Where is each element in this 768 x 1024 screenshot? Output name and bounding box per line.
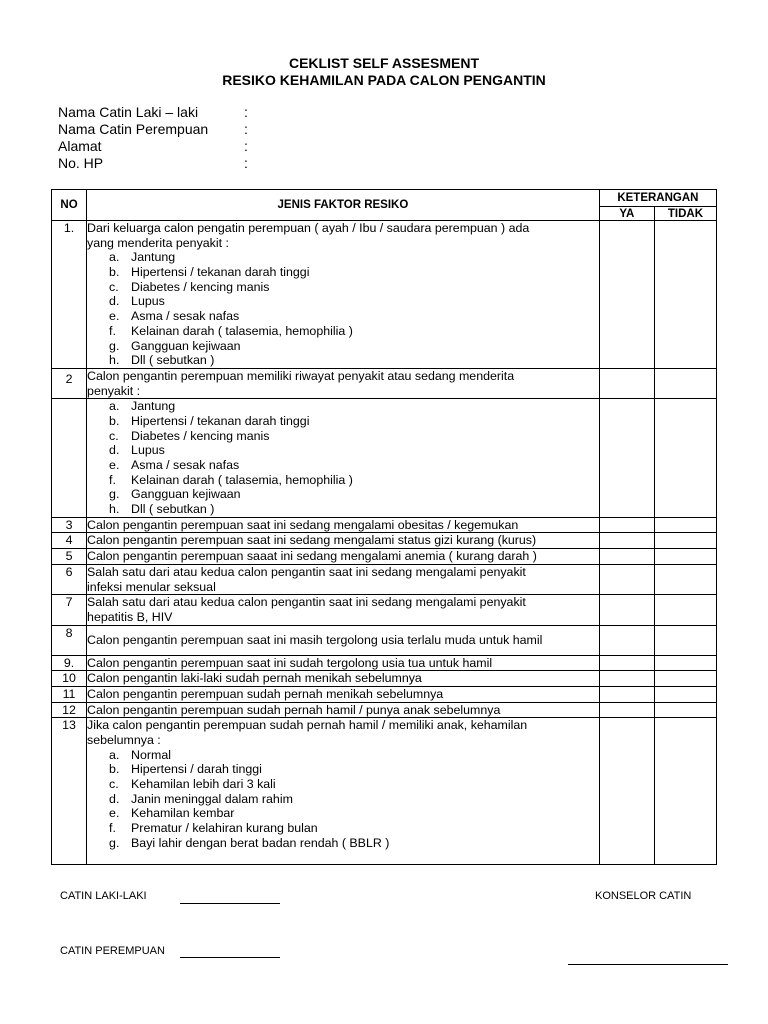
sub-item xyxy=(87,414,599,429)
ya-checkbox-cell[interactable] xyxy=(599,564,654,594)
signature-label-catin-laki: CATIN LAKI-LAKI xyxy=(60,890,147,902)
table-row xyxy=(52,564,717,594)
risk-table-body xyxy=(52,221,717,865)
sub-item-marker: a. xyxy=(109,399,120,414)
ya-checkbox-cell[interactable] xyxy=(599,549,654,565)
sub-item xyxy=(87,265,599,280)
sub-item-text: Dll ( sebutkan ) xyxy=(131,353,215,368)
ya-checkbox-cell[interactable] xyxy=(599,517,654,533)
description-line: penyakit : xyxy=(87,383,141,398)
sub-item xyxy=(87,280,599,295)
ya-checkbox-cell[interactable] xyxy=(599,595,654,625)
sub-item-marker: h. xyxy=(109,502,120,517)
description-line: Calon pengantin laki-laki sudah pernah menikah sebelumnya xyxy=(87,671,422,686)
sub-item xyxy=(87,458,599,473)
risk-description xyxy=(87,368,600,398)
table-row xyxy=(52,399,717,518)
sub-item xyxy=(87,429,599,444)
sub-item-marker: g. xyxy=(109,338,120,353)
row-number: 9. xyxy=(52,655,87,671)
table-row xyxy=(52,671,717,687)
tidak-checkbox-cell[interactable] xyxy=(654,549,716,565)
header-tidak: TIDAK xyxy=(654,207,716,221)
sub-item xyxy=(87,487,599,502)
sub-item-text: Asma / sesak nafas xyxy=(131,458,240,472)
description-line: Calon pengantin perempuan saat ini masih tergolong usia terlalu muda untuk hamil xyxy=(87,632,543,647)
sub-item-marker: a. xyxy=(109,747,120,762)
risk-description xyxy=(87,517,600,533)
signature-line-konselor xyxy=(568,964,728,965)
table-row xyxy=(52,368,717,398)
sub-item-marker: f. xyxy=(109,323,116,338)
description-line: Calon pengantin perempuan saaat ini sedang mengalami anemia ( kurang darah ) xyxy=(87,549,537,564)
description-line: Calon pengantin perempuan sudah pernah menikah sebelumnya xyxy=(87,686,444,701)
header-ya: YA xyxy=(599,207,654,221)
tidak-checkbox-cell[interactable] xyxy=(654,368,716,398)
ya-checkbox-cell[interactable] xyxy=(599,625,654,655)
description-line: infeksi menular seksual xyxy=(87,579,216,594)
description-line: Jika calon pengantin perempuan sudah pernah hamil / memiliki anak, kehamilan xyxy=(87,718,528,733)
sub-item xyxy=(87,821,599,836)
sub-item-text: Kehamilan lebih dari 3 kali xyxy=(131,777,276,792)
sub-item-marker: h. xyxy=(109,353,120,368)
sub-item-marker: b. xyxy=(109,413,120,428)
tidak-checkbox-cell[interactable] xyxy=(654,517,716,533)
field-colon: : xyxy=(244,121,248,137)
sub-item-marker: d. xyxy=(109,791,120,806)
row-number: 13 xyxy=(52,718,87,865)
sub-item-text: Bayi lahir dengan berat badan rendah ( BBLR ) xyxy=(131,835,390,850)
risk-description xyxy=(87,221,600,369)
sub-item-marker: b. xyxy=(109,265,120,280)
sub-item-marker: b. xyxy=(109,762,120,777)
ya-checkbox-cell[interactable] xyxy=(599,533,654,549)
sub-item xyxy=(87,806,599,821)
row-number: 12 xyxy=(52,702,87,718)
risk-description xyxy=(87,655,600,671)
sub-item xyxy=(87,399,599,414)
description-line: sebelumnya : xyxy=(87,733,161,747)
risk-description xyxy=(87,564,600,594)
sub-item xyxy=(87,502,599,517)
field-nama-catin-perempuan xyxy=(58,121,358,138)
risk-factor-table xyxy=(51,189,717,865)
header-no: NO xyxy=(52,190,87,221)
sub-item-text: Hipertensi / tekanan darah tinggi xyxy=(131,413,310,428)
description-line: Calon pengantin perempuan memiliki riwayat penyakit atau sedang menderita xyxy=(87,368,515,383)
field-label: No. HP xyxy=(58,155,104,171)
row-number: 4 xyxy=(52,533,87,549)
tidak-checkbox-cell[interactable] xyxy=(654,564,716,594)
field-colon: : xyxy=(244,155,248,171)
sub-item-marker: e. xyxy=(109,458,120,472)
sub-item-text: Asma / sesak nafas xyxy=(131,309,240,324)
sub-item xyxy=(87,294,599,309)
sub-item-marker: g. xyxy=(109,487,120,502)
ya-checkbox-cell[interactable] xyxy=(599,399,654,518)
risk-description xyxy=(87,718,600,865)
field-label: Nama Catin Perempuan xyxy=(58,121,209,137)
tidak-checkbox-cell[interactable] xyxy=(654,595,716,625)
sub-item-text: Diabetes / kencing manis xyxy=(131,428,270,443)
sub-item xyxy=(87,473,599,488)
tidak-checkbox-cell[interactable] xyxy=(654,655,716,671)
sub-item xyxy=(87,443,599,458)
tidak-checkbox-cell[interactable] xyxy=(654,686,716,702)
signature-label-catin-perempuan: CATIN PEREMPUAN xyxy=(60,945,165,957)
sub-item xyxy=(87,339,599,354)
header-jenis-faktor-resiko: JENIS FAKTOR RESIKO xyxy=(87,190,600,221)
row-number: 2 xyxy=(52,368,87,398)
row-number: 3 xyxy=(52,517,87,533)
risk-description xyxy=(87,533,600,549)
description-line: Salah satu dari atau kedua calon pengantin saat ini sedang mengalami penyakit xyxy=(87,564,526,579)
ya-checkbox-cell[interactable] xyxy=(599,221,654,369)
signature-line-catin-laki xyxy=(180,903,280,904)
field-nama-catin-laki xyxy=(58,104,358,121)
tidak-checkbox-cell[interactable] xyxy=(654,533,716,549)
sub-item xyxy=(87,762,599,777)
sub-item-text: Jantung xyxy=(131,399,176,414)
sub-item xyxy=(87,250,599,265)
table-row xyxy=(52,221,717,369)
sub-item xyxy=(87,748,599,763)
sub-item xyxy=(87,353,599,368)
tidak-checkbox-cell[interactable] xyxy=(654,671,716,687)
table-row xyxy=(52,655,717,671)
sub-item-marker: d. xyxy=(109,443,120,458)
table-row xyxy=(52,718,717,865)
sub-item-marker: f. xyxy=(109,821,116,836)
sub-item-text: Normal xyxy=(131,747,171,762)
tidak-checkbox-cell[interactable] xyxy=(654,221,716,369)
tidak-checkbox-cell[interactable] xyxy=(654,399,716,518)
sub-item-marker: c. xyxy=(109,279,119,294)
row-number: 6 xyxy=(52,564,87,594)
risk-description xyxy=(87,671,600,687)
sub-item-marker: c. xyxy=(109,777,119,792)
sub-item-text: Kelainan darah ( talasemia, hemophilia ) xyxy=(131,323,353,338)
row-number: 11 xyxy=(52,686,87,702)
header-keterangan: KETERANGAN xyxy=(599,190,716,207)
document-title: CEKLIST SELF ASSESMENT xyxy=(288,55,480,71)
tidak-checkbox-cell[interactable] xyxy=(654,625,716,655)
sub-item-text: Gangguan kejiwaan xyxy=(131,338,241,353)
signature-label-konselor: KONSELOR CATIN xyxy=(595,890,692,902)
sub-item-text: Dll ( sebutkan ) xyxy=(131,502,215,517)
sub-item-text: Jantung xyxy=(131,250,176,265)
sub-item xyxy=(87,777,599,792)
document-subtitle: RESIKO KEHAMILAN PADA CALON PENGANTIN xyxy=(222,72,546,88)
field-label: Alamat xyxy=(58,138,102,154)
ya-checkbox-cell[interactable] xyxy=(599,686,654,702)
sub-item xyxy=(87,792,599,807)
table-row xyxy=(52,549,717,565)
ya-checkbox-cell[interactable] xyxy=(599,671,654,687)
field-colon: : xyxy=(244,104,248,120)
sub-item xyxy=(87,309,599,324)
sub-item-text: Hipertensi / darah tinggi xyxy=(131,762,262,777)
field-alamat xyxy=(58,138,358,155)
tidak-checkbox-cell[interactable] xyxy=(654,718,716,865)
description-line: Calon pengantin perempuan sudah pernah hamil / punya anak sebelumnya xyxy=(87,702,501,717)
sub-item-text: Kelainan darah ( talasemia, hemophilia ) xyxy=(131,472,353,487)
risk-description xyxy=(87,702,600,718)
sub-item-text: Lupus xyxy=(131,443,165,458)
row-number: 10 xyxy=(52,671,87,687)
sub-item-marker: a. xyxy=(109,250,120,265)
sub-item-text: Diabetes / kencing manis xyxy=(131,279,270,294)
description-line: Calon pengantin perempuan saat ini sudah tergolong usia tua untuk hamil xyxy=(87,655,493,670)
field-colon: : xyxy=(244,138,248,154)
risk-description xyxy=(87,686,600,702)
risk-description xyxy=(87,625,600,655)
sub-item-marker: e. xyxy=(109,806,120,821)
sub-item-text: Kehamilan kembar xyxy=(131,806,235,821)
risk-description xyxy=(87,549,600,565)
sub-item-marker: g. xyxy=(109,835,120,850)
row-number: 8 xyxy=(52,625,87,655)
sub-item-marker: d. xyxy=(109,294,120,309)
table-row xyxy=(52,517,717,533)
description-line: yang menderita penyakit : xyxy=(87,235,229,250)
row-number: 1. xyxy=(52,221,87,369)
sub-item xyxy=(87,324,599,339)
risk-description xyxy=(87,595,600,625)
ya-checkbox-cell[interactable] xyxy=(599,655,654,671)
row-number: 5 xyxy=(52,549,87,565)
sub-item-text: Prematur / kelahiran kurang bulan xyxy=(131,821,318,836)
table-row xyxy=(52,533,717,549)
sub-item-marker: c. xyxy=(109,428,119,443)
sub-item-marker: e. xyxy=(109,309,120,324)
table-row xyxy=(52,595,717,625)
ya-checkbox-cell[interactable] xyxy=(599,368,654,398)
sub-item-text: Janin meninggal dalam rahim xyxy=(131,791,293,806)
description-line: Calon pengantin perempuan saat ini sedang mengalami obesitas / kegemukan xyxy=(87,517,519,532)
sub-item-marker: f. xyxy=(109,472,116,487)
sub-item-text: Lupus xyxy=(131,294,165,309)
sub-item-text: Hipertensi / tekanan darah tinggi xyxy=(131,265,310,280)
table-row xyxy=(52,686,717,702)
description-line: Calon pengantin perempuan saat ini sedang mengalami status gizi kurang (kurus) xyxy=(87,533,537,548)
row-number: 7 xyxy=(52,595,87,625)
ya-checkbox-cell[interactable] xyxy=(599,702,654,718)
row-number xyxy=(52,399,87,518)
table-row xyxy=(52,702,717,718)
table-row xyxy=(52,625,717,655)
field-label: Nama Catin Laki – laki xyxy=(58,104,199,120)
tidak-checkbox-cell[interactable] xyxy=(654,702,716,718)
sub-item-text: Gangguan kejiwaan xyxy=(131,487,241,502)
risk-description xyxy=(87,399,600,518)
description-line: hepatitis B, HIV xyxy=(87,609,173,624)
sub-item xyxy=(87,836,599,851)
field-no-hp xyxy=(58,155,358,172)
ya-checkbox-cell[interactable] xyxy=(599,718,654,865)
description-line: Dari keluarga calon pengatin perempuan ( ayah / Ibu / saudara perempuan ) ada xyxy=(87,221,530,235)
description-line: Salah satu dari atau kedua calon pengantin saat ini sedang mengalami penyakit xyxy=(87,595,526,610)
signature-line-catin-perempuan xyxy=(180,957,280,958)
